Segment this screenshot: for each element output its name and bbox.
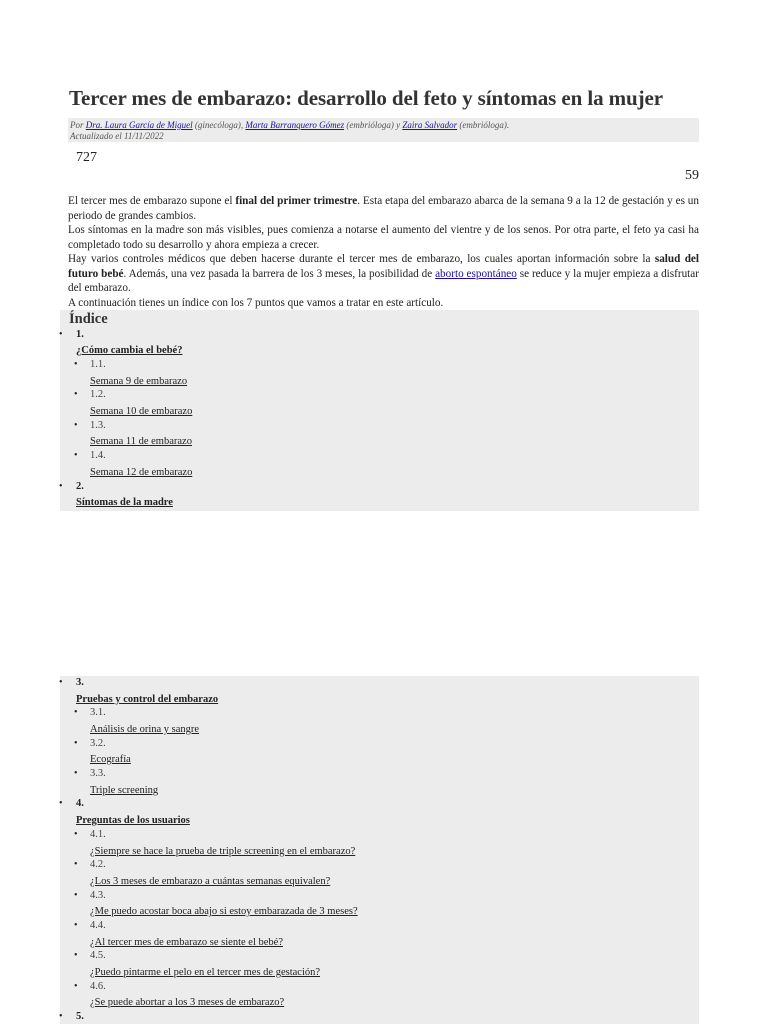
author-link-2[interactable]: Marta Barranquero Gómez <box>245 120 345 130</box>
intro-text: se reduce y la mujer empieza a disfrutar del embarazo. <box>68 267 699 294</box>
toc-bullet: • <box>74 920 78 931</box>
intro-text: Hay varios controles médicos que deben hacerse durante el tercer mes de embarazo, los cuales aportan información sobre la <box>68 253 655 265</box>
toc-link-3-3[interactable]: Triple screening <box>90 785 159 796</box>
intro-text: El tercer mes de embarazo supone el <box>68 195 236 207</box>
toc-link-1[interactable]: ¿Cómo cambia el bebé? <box>76 345 183 356</box>
toc-number: 5. <box>76 1011 84 1022</box>
toc-number: 3.2. <box>90 738 106 749</box>
toc-number: 4.3. <box>90 890 106 901</box>
toc-title: Índice <box>69 311 108 327</box>
toc-bullet: • <box>74 450 78 461</box>
intro-paragraph-1 <box>68 194 699 223</box>
byline-prefix: Por <box>70 120 84 130</box>
intro-text: . Esta etapa del embarazo abarca de la semana 9 a la 12 de gestación y es un periodo de grandes cambios. <box>68 195 699 222</box>
toc-number: 3. <box>76 677 84 688</box>
toc-bullet: • <box>74 950 78 961</box>
intro-paragraph-3 <box>68 252 699 296</box>
toc-bullet: • <box>74 890 78 901</box>
toc-link-4-3[interactable]: ¿Me puedo acostar boca abajo si estoy embarazada de 3 meses? <box>90 906 358 917</box>
toc-link-3[interactable]: Pruebas y control del embarazo <box>76 694 219 705</box>
author-role-3: (embrióloga). <box>459 120 510 130</box>
toc-link-1-4[interactable]: Semana 12 de embarazo <box>90 467 193 478</box>
author-role-2: (embrióloga) y <box>346 120 401 130</box>
article-intro <box>68 194 699 310</box>
toc-bullet: • <box>74 707 78 718</box>
toc-link-1-3[interactable]: Semana 11 de embarazo <box>90 436 192 447</box>
toc-link-4-1[interactable]: ¿Siempre se hace la prueba de triple screening en el embarazo? <box>90 846 356 857</box>
toc-bullet: • <box>74 738 78 749</box>
toc-bullet: • <box>59 677 63 688</box>
toc-link-4[interactable]: Preguntas de los usuarios <box>76 815 190 826</box>
toc-bullet: • <box>74 389 78 400</box>
updated-date: Actualizado el 11/11/2022 <box>70 131 164 141</box>
intro-text: . Además, una vez pasada la barrera de los 3 meses, la posibilidad de <box>123 267 436 280</box>
toc-number: 4.4. <box>90 920 106 931</box>
toc-link-4-5[interactable]: ¿Puedo pintarme el pelo en el tercer mes de gestación? <box>90 967 321 978</box>
toc-bullet: • <box>59 481 63 492</box>
toc-number: 4.2. <box>90 859 106 870</box>
toc-number: 3.1. <box>90 707 106 718</box>
toc-bullet: • <box>74 768 78 779</box>
toc-bullet: • <box>74 859 78 870</box>
toc-bullet: • <box>74 420 78 431</box>
toc-bullet: • <box>74 981 78 992</box>
toc-link-3-1[interactable]: Análisis de orina y sangre <box>90 724 200 735</box>
toc-bullet: • <box>59 1011 63 1022</box>
toc-link-4-4[interactable]: ¿Al tercer mes de embarazo se siente el bebé? <box>90 937 283 948</box>
intro-bold: final del primer trimestre <box>235 195 358 207</box>
intro-paragraph-2: Los síntomas en la madre son más visibles, pues comienza a notarse el aumento del vientre y de los senos. Por otra parte, el feto ya casi ha completado todo su desarrollo y ahora empieza a crecer. <box>68 224 699 251</box>
intro-bold: salud del futuro bebé <box>68 253 700 280</box>
toc-number: 4.6. <box>90 981 106 992</box>
toc-number: 4. <box>76 798 84 809</box>
author-link-3[interactable]: Zaira Salvador <box>402 120 458 130</box>
toc-link-1-2[interactable]: Semana 10 de embarazo <box>90 406 193 417</box>
aborto-link[interactable]: aborto espontáneo <box>435 267 517 280</box>
toc-number: 1.1. <box>90 359 106 370</box>
toc-number: 1.4. <box>90 450 106 461</box>
toc-link-1-1[interactable]: Semana 9 de embarazo <box>90 376 188 387</box>
count-right: 59 <box>685 168 699 183</box>
toc-bullet: • <box>59 798 63 809</box>
toc-number: 1. <box>76 329 84 340</box>
toc-number: 3.3. <box>90 768 106 779</box>
intro-paragraph-4: A continuación tienes un índice con los 7 puntos que vamos a tratar en este artículo. <box>68 296 444 309</box>
byline-box <box>68 118 699 142</box>
author-link-1[interactable]: Dra. Laura García de Miguel <box>85 120 193 130</box>
toc-link-4-2[interactable]: ¿Los 3 meses de embarazo a cuántas semanas equivalen? <box>90 876 331 887</box>
author-role-1: (ginecóloga), <box>194 120 244 130</box>
toc-link-3-2[interactable]: Ecografía <box>90 754 131 765</box>
toc-bullet: • <box>74 829 78 840</box>
toc-number: 1.3. <box>90 420 106 431</box>
toc-number: 4.5. <box>90 950 106 961</box>
toc-bullet: • <box>74 359 78 370</box>
toc-number: 2. <box>76 481 84 492</box>
count-left: 727 <box>76 150 97 165</box>
article-title: Tercer mes de embarazo: desarrollo del feto y síntomas en la mujer <box>69 86 663 110</box>
toc-link-2[interactable]: Síntomas de la madre <box>76 497 173 508</box>
toc-number: 4.1. <box>90 829 106 840</box>
toc-bullet: • <box>59 329 63 340</box>
toc-link-4-6[interactable]: ¿Se puede abortar a los 3 meses de embarazo? <box>90 997 285 1008</box>
toc-number: 1.2. <box>90 389 106 400</box>
